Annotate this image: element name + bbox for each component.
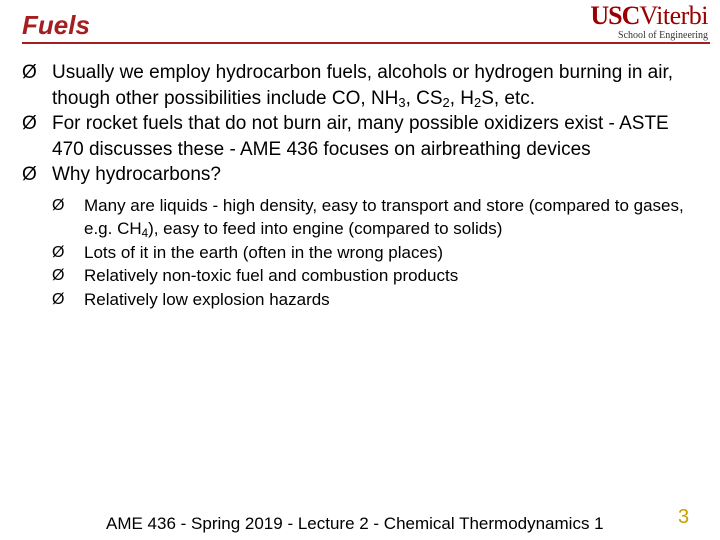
bullet-item — [22, 162, 702, 188]
usc-viterbi-logo — [566, 3, 708, 43]
bullet-item — [22, 60, 702, 111]
bullet-text: Relatively non-toxic fuel and combustion products — [84, 266, 459, 285]
sub-bullet-item — [52, 288, 702, 312]
subscript: 2 — [442, 94, 450, 110]
bullet-text: Usually we employ hydrocarbon fuels, alcohols or hydrogen burning in air, though other possibilities include CO, $NH_3$, $CS_2$, $H_2S$, etc. — [52, 62, 674, 110]
bullet-text: Lots of it in the earth (often in the wrong places) — [84, 242, 444, 262]
logo-wordmark — [590, 3, 708, 29]
page-number: 3 — [678, 506, 690, 528]
footer-text: AME 436 - Spring 2019 - Lecture 2 - Chemical Thermodynamics 1 — [106, 514, 604, 533]
bullet-arrow-icon: Ø — [52, 196, 65, 214]
bullet-text: Relatively low explosion hazards — [84, 289, 330, 309]
bullet-arrow-icon: Ø — [22, 62, 37, 83]
subscript: 2 — [474, 94, 482, 110]
slide-title: Fuels — [22, 10, 90, 40]
bullet-arrow-icon: Ø — [22, 164, 37, 185]
logo-school-text: School of Engineering — [618, 30, 708, 41]
bullet-arrow-icon: Ø — [52, 267, 65, 284]
bullet-item — [22, 111, 702, 162]
subscript: 3 — [398, 94, 406, 110]
bullet-text: Why hydrocarbons? — [52, 164, 221, 185]
bullet-text: For rocket fuels that do not burn air, many possible oxidizers exist - ASTE 470 discusses these - AME 436 focuses on airbreathing devices — [52, 113, 669, 160]
subscript: 4 — [141, 227, 149, 240]
bullet-list — [22, 60, 702, 311]
sub-bullet-item — [52, 264, 702, 288]
logo-viterbi-text: Viterbi — [639, 1, 708, 30]
bullet-text: Many are liquids - high density, easy to transport and store (compared to gases, e.g. $CH_4$), easy to feed into engine (compared to solids) — [84, 195, 684, 240]
sub-bullet-list — [22, 194, 702, 312]
sub-bullet-item — [52, 194, 702, 241]
bullet-arrow-icon: Ø — [52, 290, 65, 308]
bullet-arrow-icon: Ø — [22, 113, 37, 134]
bullet-arrow-icon: Ø — [52, 243, 65, 261]
sub-bullet-item — [52, 241, 702, 265]
logo-usc-text: USC — [590, 1, 640, 30]
